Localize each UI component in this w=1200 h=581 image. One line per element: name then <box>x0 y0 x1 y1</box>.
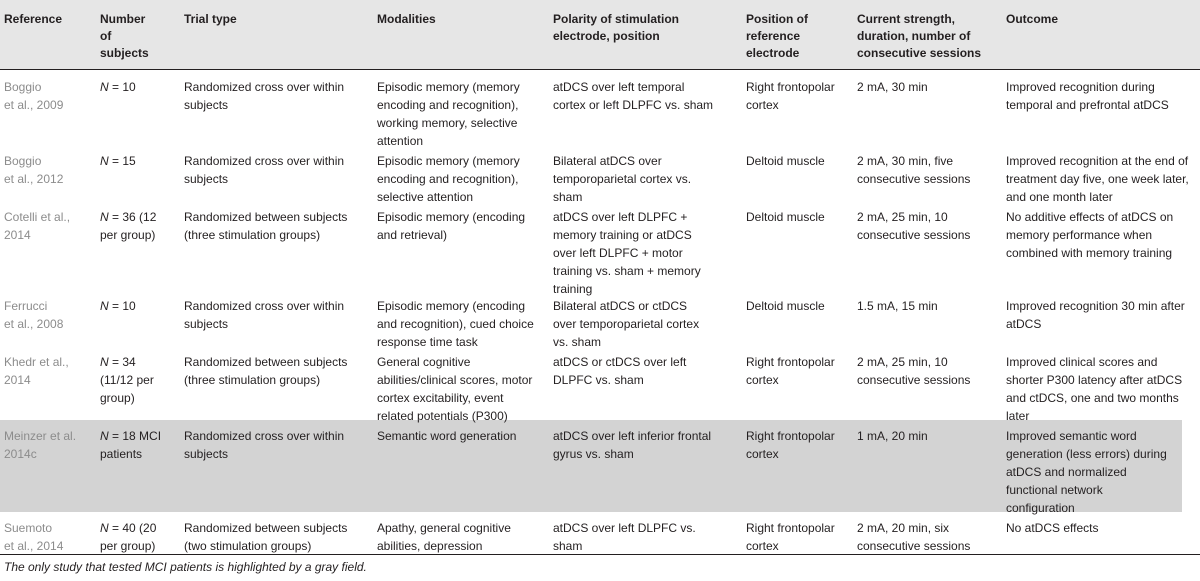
cell-polarity: Bilateral atDCS over temporoparietal cortex vs. sham <box>553 154 692 204</box>
bottom-rule <box>0 554 1200 555</box>
cell-polarity: atDCS over left DLPFC + memory training or atDCS over left DLPFC + motor training vs. sham + memory training <box>553 210 701 296</box>
cell-outcome: No additive effects of atDCS on memory performance when combined with memory training <box>1006 210 1174 260</box>
cell-outcome: Improved semantic word generation (less errors) during atDCS and normalized functional network configuration <box>1006 429 1167 515</box>
table-row <box>0 201 1200 296</box>
cell-reference: Meinzer et al. 2014c <box>4 429 77 461</box>
cell-outcome: Improved recognition during temporal and prefrontal atDCS <box>1006 80 1169 112</box>
cell-modalities: Episodic memory (encoding and recognition), cued choice response time task <box>377 299 534 349</box>
header-reference-electrode: Position of reference electrode <box>746 12 808 60</box>
cell-reference: Khedr et al., 2014 <box>4 355 69 387</box>
cell-outcome: No atDCS effects <box>1006 521 1099 535</box>
table-row-highlighted <box>0 420 1200 515</box>
cell-modalities: Episodic memory (encoding and retrieval) <box>377 210 526 242</box>
cell-reference-electrode: Deltoid muscle <box>746 154 825 168</box>
cell-trial-type: Randomized cross over within subjects <box>184 429 345 461</box>
cell-outcome: Improved clinical scores and shorter P300 latency after atDCS and ctDCS, one and two months later <box>1006 355 1183 423</box>
cell-trial-type: Randomized cross over within subjects <box>184 80 345 112</box>
cell-reference-electrode: Right frontopolar cortex <box>746 429 835 461</box>
cell-subjects: N = 34 (11/12 per group) <box>100 355 154 405</box>
cell-reference: Suemoto et al., 2014 <box>4 521 64 553</box>
cell-reference-electrode: Deltoid muscle <box>746 299 825 313</box>
cell-polarity: atDCS or ctDCS over left DLPFC vs. sham <box>553 355 687 387</box>
cell-current: 2 mA, 20 min, six consecutive sessions <box>857 521 971 553</box>
table-row <box>0 512 1200 552</box>
cell-reference: Cotelli et al., 2014 <box>4 210 71 242</box>
cell-trial-type: Randomized between subjects (two stimulation groups) <box>184 521 348 553</box>
table-header <box>0 0 1200 69</box>
cell-current: 2 mA, 30 min <box>857 80 928 94</box>
table-row <box>0 71 1200 148</box>
table-row <box>0 346 1200 423</box>
cell-current: 1.5 mA, 15 min <box>857 299 938 313</box>
cell-modalities: Episodic memory (memory encoding and recognition), working memory, selective attention <box>377 80 520 148</box>
header-current-strength: Current strength, duration, number of consecutive sessions <box>857 12 982 60</box>
cell-polarity: atDCS over left temporal cortex or left DLPFC vs. sham <box>553 80 714 112</box>
header-polarity: Polarity of stimulation electrode, position <box>553 12 680 43</box>
cell-trial-type: Randomized between subjects (three stimulation groups) <box>184 355 348 387</box>
cell-polarity: atDCS over left inferior frontal gyrus vs. sham <box>553 429 712 461</box>
cell-current: 2 mA, 25 min, 10 consecutive sessions <box>857 355 971 387</box>
cell-polarity: Bilateral atDCS or ctDCS over temporoparietal cortex vs. sham <box>553 299 700 349</box>
cell-subjects: N = 15 <box>100 154 136 168</box>
cell-modalities: General cognitive abilities/clinical scores, motor cortex excitability, event related potentials (P300) <box>377 355 533 423</box>
header-outcome: Outcome <box>1006 12 1059 26</box>
cell-polarity: atDCS over left DLPFC vs. sham <box>553 521 696 553</box>
cell-modalities: Semantic word generation <box>377 429 517 443</box>
header-rule <box>0 69 1200 70</box>
cell-reference: Boggio et al., 2012 <box>4 154 64 186</box>
cell-modalities: Apathy, general cognitive abilities, depression <box>377 521 511 553</box>
cell-subjects: N = 36 (12 per group) <box>100 210 157 242</box>
cell-reference-electrode: Right frontopolar cortex <box>746 355 835 387</box>
cell-subjects: N = 40 (20 per group) <box>100 521 157 553</box>
cell-current: 2 mA, 25 min, 10 consecutive sessions <box>857 210 971 242</box>
header-modalities: Modalities <box>377 12 436 26</box>
cell-reference-electrode: Deltoid muscle <box>746 210 825 224</box>
table-row <box>0 290 1200 349</box>
cell-current: 2 mA, 30 min, five consecutive sessions <box>857 154 971 186</box>
cell-subjects: N = 18 MCI patients <box>100 429 162 461</box>
cell-current: 1 mA, 20 min <box>857 429 928 443</box>
header-reference: Reference <box>4 12 63 26</box>
cell-outcome: Improved recognition 30 min after atDCS <box>1006 299 1185 331</box>
table-row <box>0 145 1200 204</box>
table-footnote: The only study that tested MCI patients is highlighted by a gray field. <box>4 560 367 574</box>
cell-subjects: N = 10 <box>100 299 136 313</box>
cell-reference: Ferrucci et al., 2008 <box>4 299 64 331</box>
header-number-of-subjects: Number of subjects <box>100 12 149 60</box>
cell-outcome: Improved recognition at the end of treatment day five, one week later, and one month later <box>1006 154 1189 204</box>
cell-reference-electrode: Right frontopolar cortex <box>746 80 835 112</box>
cell-reference-electrode: Right frontopolar cortex <box>746 521 835 553</box>
cell-reference: Boggio et al., 2009 <box>4 80 64 112</box>
cell-trial-type: Randomized cross over within subjects <box>184 154 345 186</box>
cell-modalities: Episodic memory (memory encoding and recognition), selective attention <box>377 154 520 204</box>
cell-subjects: N = 10 <box>100 80 136 94</box>
cell-trial-type: Randomized between subjects (three stimulation groups) <box>184 210 348 242</box>
cell-trial-type: Randomized cross over within subjects <box>184 299 345 331</box>
header-trial-type: Trial type <box>184 12 237 26</box>
